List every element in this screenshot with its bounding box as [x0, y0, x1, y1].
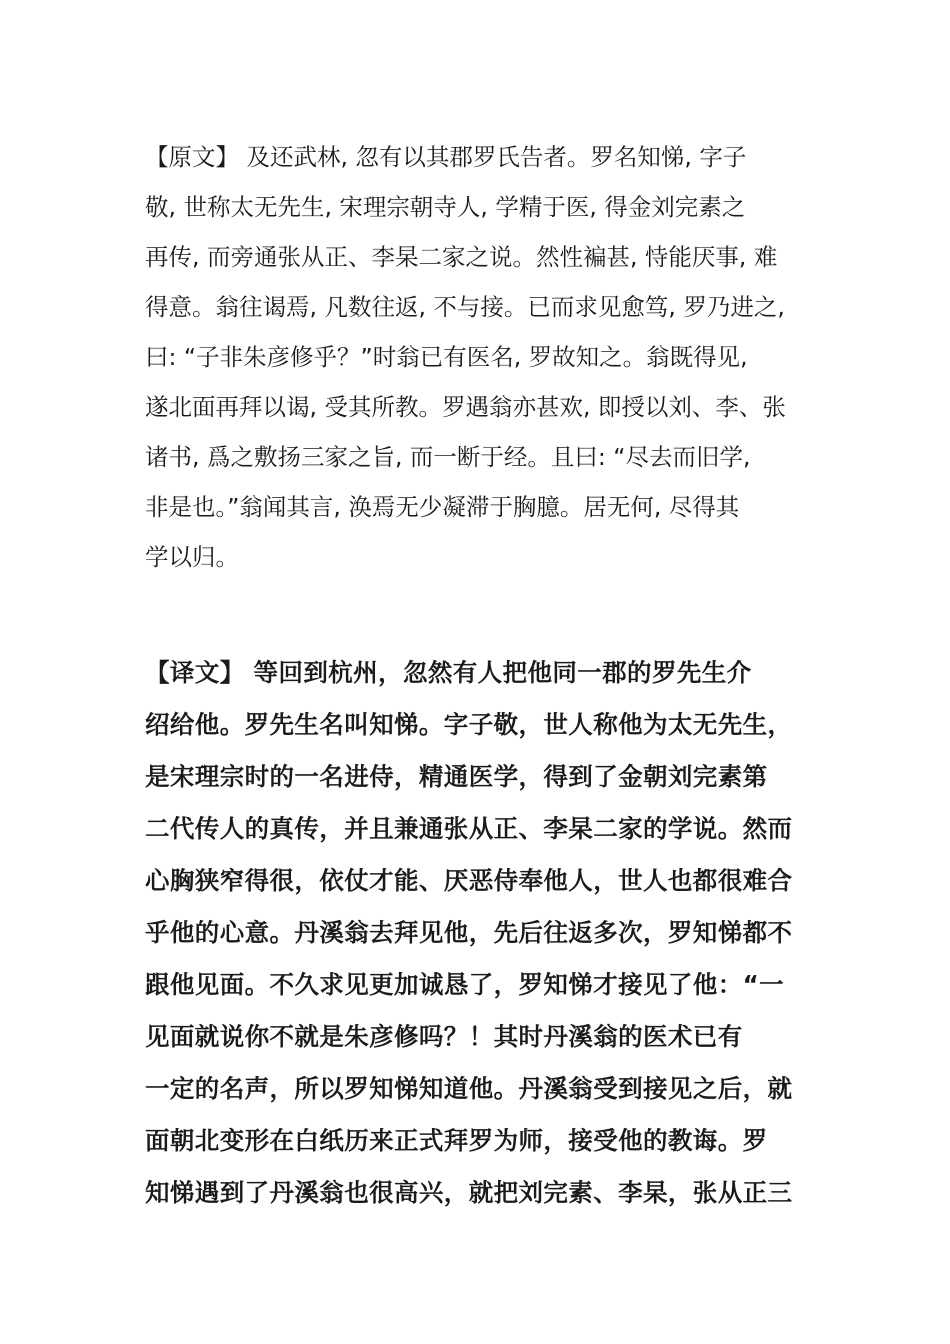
- original-line-5: 曰: “子非朱彦修乎？”时翁已有医名, 罗故知之。翁既得见,: [145, 343, 748, 371]
- original-line-4: 得意。翁往谒焉, 凡数往返, 不与接。已而求见愈笃, 罗乃进之,: [145, 293, 785, 321]
- original-line-3: 再传, 而旁通张从正、李杲二家之说。然性褊甚, 恃能厌事, 难: [145, 243, 778, 271]
- translation-line-4: 二代传人的真传，并且兼通张从正、李杲二家的学说。然而: [145, 814, 793, 843]
- original-line-1: [145, 132, 815, 182]
- translation-text-paragraph: [145, 647, 815, 1219]
- original-line-9: 学以归。: [145, 543, 239, 571]
- original-line-7: 诸书, 爲之敷扬三家之旨, 而一断于经。且曰: “尽去而旧学,: [145, 443, 751, 471]
- translation-line-6: 乎他的心意。丹溪翁去拜见他，先后往返多次，罗知悌都不: [145, 918, 793, 947]
- original-text-paragraph: [145, 132, 815, 582]
- translation-line-1: [145, 647, 815, 699]
- translation-line-1-text: 等回到杭州，忽然有人把他同一郡的罗先生介: [253, 658, 752, 687]
- translation-line-3: 是宋理宗时的一名进侍，精通医学，得到了金朝刘完素第: [145, 762, 768, 791]
- original-line-6: 遂北面再拜以谒, 受其所教。罗遇翁亦甚欢, 即授以刘、李、张: [145, 393, 786, 421]
- translation-line-11: 知悌遇到了丹溪翁也很高兴，就把刘完素、李杲，张从正三: [145, 1178, 793, 1207]
- translation-line-9: 一定的名声，所以罗知悌知道他。丹溪翁受到接见之后，就: [145, 1074, 793, 1103]
- original-line-1-text: 及还武林, 忽有以其郡罗氏告者。罗名知悌, 字子: [246, 143, 747, 171]
- translation-line-2: 绍给他。罗先生名叫知悌。字子敬，世人称他为太无先生，: [145, 710, 793, 739]
- translation-line-10: 面朝北变形在白纸历来正式拜罗为师，接受他的教诲。罗: [145, 1126, 768, 1155]
- translation-line-5: 心胸狭窄得很，依仗才能、厌恶侍奉他人，世人也都很难合: [145, 866, 793, 895]
- original-line-2: 敬, 世称太无先生, 宋理宗朝寺人, 学精于医, 得金刘完素之: [145, 193, 746, 221]
- original-label: 【原文】: [145, 143, 239, 171]
- translation-line-7: 跟他见面。不久求见更加诚恳了，罗知悌才接见了他：“一: [145, 970, 784, 999]
- translation-line-8: 见面就说你不就是朱彦修吗？！其时丹溪翁的医术已有: [145, 1022, 743, 1051]
- original-line-8: 非是也。”翁闻其言, 涣焉无少凝滞于胸臆。居无何, 尽得其: [145, 493, 740, 521]
- translation-label: 【译文】: [145, 658, 245, 687]
